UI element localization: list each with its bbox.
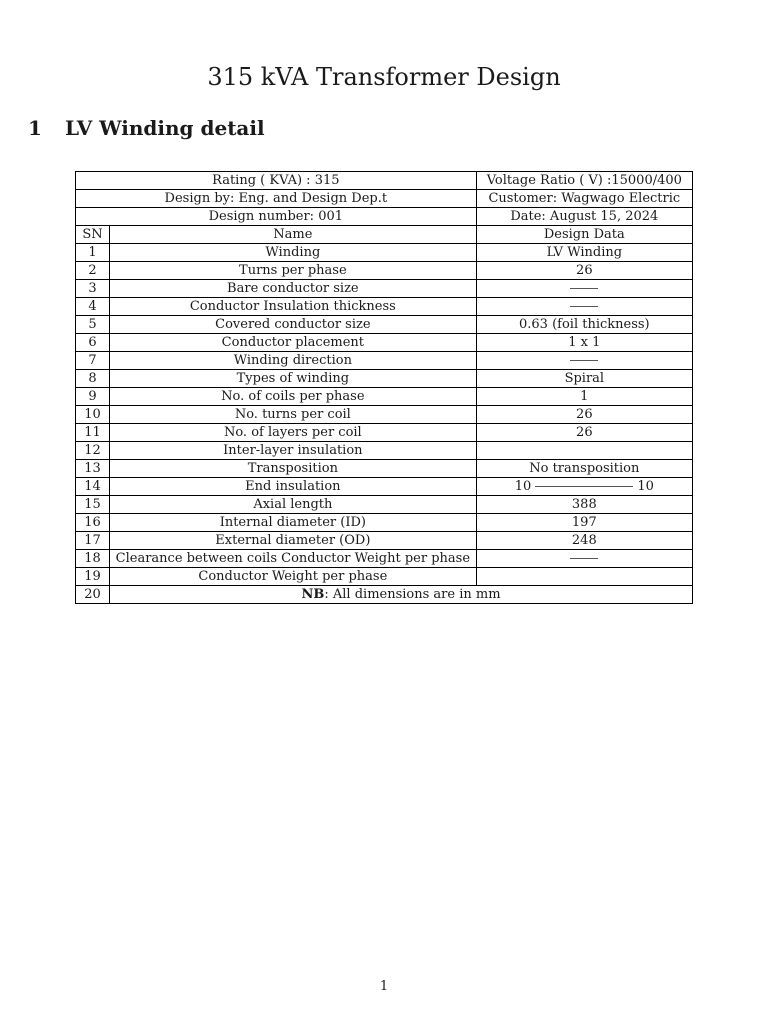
row-name: No. of layers per coil: [110, 424, 477, 442]
table-row: [76, 514, 693, 532]
row-name: Conductor Insulation thickness: [110, 298, 477, 316]
row-sn: 5: [76, 316, 110, 334]
row-sn: 6: [76, 334, 110, 352]
row-sn: 12: [76, 442, 110, 460]
empty-dash: [570, 360, 598, 361]
row-name: External diameter (OD): [110, 532, 477, 550]
table-row: [76, 370, 693, 388]
dimension-line: [535, 486, 633, 487]
row-value: 197: [476, 514, 692, 532]
page-number: 1: [379, 979, 389, 994]
row-sn: 18: [76, 550, 110, 568]
row-name: Bare conductor size: [110, 280, 477, 298]
note-text: : All dimensions are in mm: [324, 587, 501, 602]
row-value: 1 x 1: [476, 334, 692, 352]
table-row: [76, 532, 693, 550]
row-name: End insulation: [110, 478, 477, 496]
row-sn: 7: [76, 352, 110, 370]
header-info-left: Design by: Eng. and Design Dep.t: [76, 190, 477, 208]
table-row: [76, 316, 693, 334]
row-sn: 17: [76, 532, 110, 550]
table-row: [76, 406, 693, 424]
row-sn: 14: [76, 478, 110, 496]
header-info-row: [76, 172, 693, 190]
row-value: [476, 442, 692, 460]
table-row: [76, 262, 693, 280]
lv-winding-table: [75, 171, 693, 604]
row-value: [476, 478, 692, 496]
table-row: [76, 352, 693, 370]
empty-dash: [570, 558, 598, 559]
header-info-row: [76, 190, 693, 208]
column-header-name: Name: [110, 226, 477, 244]
table-row: [76, 424, 693, 442]
row-sn: 1: [76, 244, 110, 262]
header-info-left: Rating ( KVA) : 315: [76, 172, 477, 190]
row-name: Winding direction: [110, 352, 477, 370]
note-row: [76, 586, 693, 604]
row-sn: 9: [76, 388, 110, 406]
table-body: [76, 172, 693, 604]
row-value: 248: [476, 532, 692, 550]
note-label: NB: [301, 587, 325, 602]
row-name: Winding: [110, 244, 477, 262]
row-value: 1: [476, 388, 692, 406]
table-row: [76, 388, 693, 406]
table-row: [76, 334, 693, 352]
table-row: [76, 568, 693, 586]
header-info-left: Design number: 001: [76, 208, 477, 226]
row-value: 26: [476, 424, 692, 442]
row-value: Spiral: [476, 370, 692, 388]
row-name: No. turns per coil: [110, 406, 477, 424]
row-name: Clearance between coils Conductor Weight per phase: [110, 550, 477, 568]
row-sn: 16: [76, 514, 110, 532]
document-title: 315 kVA Transformer Design: [207, 63, 561, 91]
table-row: [76, 298, 693, 316]
row-value: [476, 550, 692, 568]
column-header-row: [76, 226, 693, 244]
row-value: 388: [476, 496, 692, 514]
row-sn: 15: [76, 496, 110, 514]
row-value: [476, 298, 692, 316]
table-row: [76, 442, 693, 460]
row-name: Turns per phase: [110, 262, 477, 280]
range-left-value: 10: [514, 479, 532, 494]
table-row: [76, 478, 693, 496]
row-value: [476, 352, 692, 370]
row-sn: 3: [76, 280, 110, 298]
note-cell: [110, 586, 693, 604]
row-value: 0.63 (foil thickness): [476, 316, 692, 334]
row-sn: 19: [76, 568, 110, 586]
row-name: Conductor placement: [110, 334, 477, 352]
row-name: Types of winding: [110, 370, 477, 388]
row-sn: 13: [76, 460, 110, 478]
row-value: LV Winding: [476, 244, 692, 262]
table-row: [76, 244, 693, 262]
row-name: Axial length: [110, 496, 477, 514]
header-info-right: Customer: Wagwago Electric: [476, 190, 692, 208]
table-row: [76, 460, 693, 478]
column-header-data: Design Data: [476, 226, 692, 244]
row-value: No transposition: [476, 460, 692, 478]
table-row: [76, 496, 693, 514]
row-value: 26: [476, 406, 692, 424]
header-info-right: Voltage Ratio ( V) :15000/400: [476, 172, 692, 190]
row-name: Transposition: [110, 460, 477, 478]
empty-dash: [570, 306, 598, 307]
empty-dash: [570, 288, 598, 289]
section-heading: [28, 114, 265, 142]
row-name: Internal diameter (ID): [110, 514, 477, 532]
header-info-row: [76, 208, 693, 226]
row-name: Covered conductor size: [110, 316, 477, 334]
row-name: Inter-layer insulation: [110, 442, 477, 460]
section-number: 1: [28, 116, 42, 140]
row-name: No. of coils per phase: [110, 388, 477, 406]
row-value: [476, 280, 692, 298]
row-value: [476, 568, 692, 586]
row-sn: 2: [76, 262, 110, 280]
row-sn: 11: [76, 424, 110, 442]
column-header-sn: SN: [76, 226, 110, 244]
table-row: [76, 550, 693, 568]
row-value: 26: [476, 262, 692, 280]
row-sn: 10: [76, 406, 110, 424]
header-info-right: Date: August 15, 2024: [476, 208, 692, 226]
row-name: Conductor Weight per phase: [110, 568, 477, 586]
row-sn: 4: [76, 298, 110, 316]
section-title: LV Winding detail: [65, 116, 265, 140]
row-sn: 8: [76, 370, 110, 388]
table-row: [76, 280, 693, 298]
row-sn: 20: [76, 586, 110, 604]
range-right-value: 10: [637, 479, 654, 494]
